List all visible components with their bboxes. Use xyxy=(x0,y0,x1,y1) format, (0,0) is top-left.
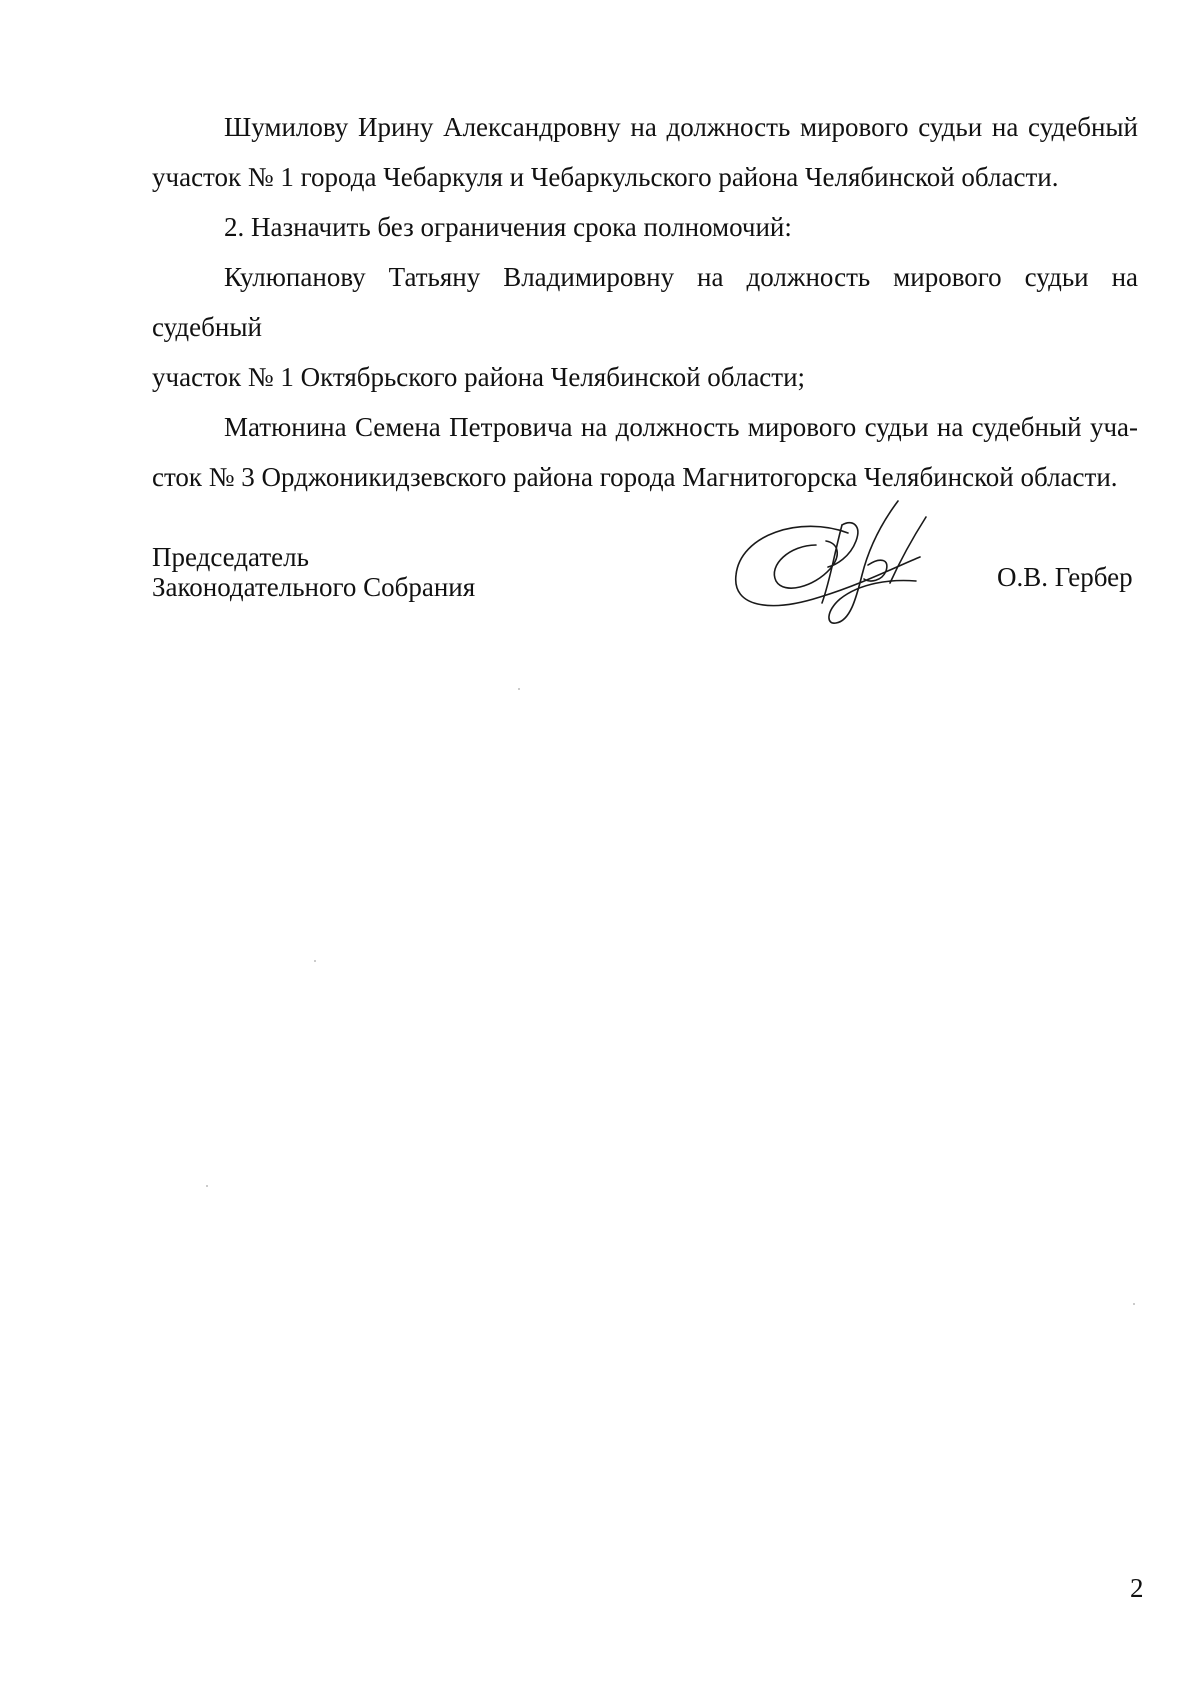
scan-speck xyxy=(314,960,316,962)
paragraph-line: сток № 3 Орджоникидзевского района города Магнитогорска Челябинской области. xyxy=(152,462,1118,492)
paragraph-line: участок № 1 города Чебаркуля и Чебаркульского района Челябинской области. xyxy=(152,162,1059,192)
scan-speck xyxy=(1133,1303,1135,1305)
paragraph-line: Кулюпанову Татьяну Владимировну на должность мирового судьи на судебный xyxy=(152,262,1138,342)
paragraph-line: Матюнина Семена Петровича на должность мирового судьи на судебный уча- xyxy=(224,412,1138,442)
paragraph-item-2 xyxy=(152,202,1138,252)
scan-speck xyxy=(518,688,520,690)
paragraph-line: Шумилову Ирину Александровну на должность мирового судьи на судебный xyxy=(224,112,1138,142)
signer-title-line: Председатель xyxy=(152,542,309,572)
page-number: 2 xyxy=(1130,1573,1144,1603)
scan-speck xyxy=(206,1185,208,1187)
signer-name: О.В. Гербер xyxy=(997,562,1133,592)
paragraph-kulyupanova xyxy=(152,252,1138,402)
paragraph-line: участок № 1 Октябрьского района Челябинской области; xyxy=(152,362,806,392)
signer-title xyxy=(152,542,475,602)
paragraph-matyunin xyxy=(152,402,1138,502)
paragraph-line: 2. Назначить без ограничения срока полномочий: xyxy=(224,212,792,242)
handwritten-signature xyxy=(730,495,950,630)
paragraph-shumilova xyxy=(152,102,1138,202)
document-body xyxy=(152,102,1138,502)
signer-title-line: Законодательного Собрания xyxy=(152,572,476,602)
